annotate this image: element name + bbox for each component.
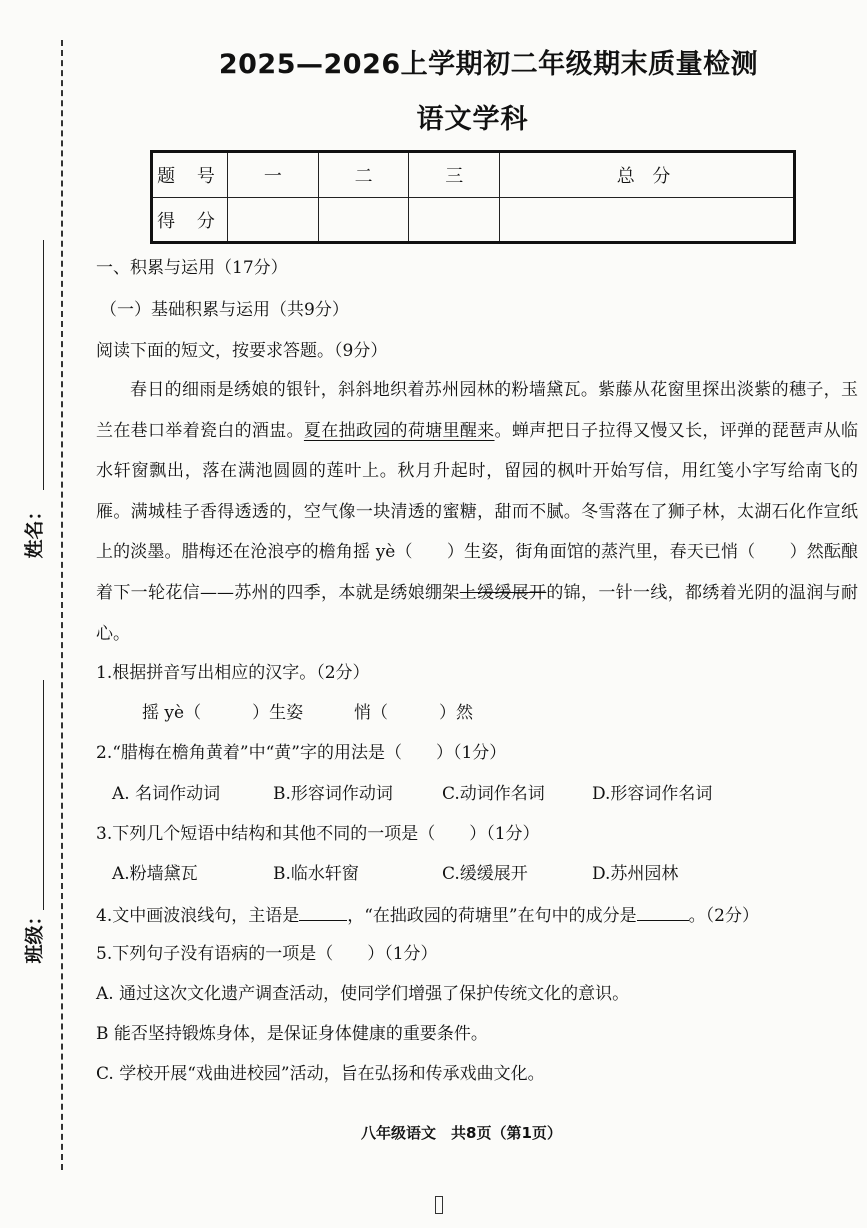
class-write-line [43, 680, 44, 910]
question-1: 1.根据拼音写出相应的汉字。（2分） [96, 663, 370, 683]
question-5: 5.下列句子没有语病的一项是（ ）（1分） [96, 944, 438, 964]
reading-instruction: 阅读下面的短文，按要求答题。（9分） [96, 341, 388, 361]
q1-item-a: 摇 yè（ ）生姿 [142, 703, 304, 723]
q3-option-a[interactable]: A.粉墙黛瓦 [112, 864, 198, 884]
q2-option-d[interactable]: D.形容词作名词 [592, 784, 713, 804]
score-cell-total[interactable] [500, 198, 795, 243]
q3-option-d[interactable]: D.苏州园林 [592, 864, 679, 884]
q5-option-b[interactable]: B 能否坚持锻炼身体，是保证身体健康的重要条件。 [96, 1024, 488, 1044]
question-2: 2.“腊梅在檐角黄着”中“黄”字的用法是（ ）（1分） [96, 743, 507, 763]
score-col-total: 总 分 [500, 152, 795, 198]
score-header-label: 题 号 [152, 152, 228, 198]
score-col-3: 三 [409, 152, 500, 198]
score-row-label: 得 分 [152, 198, 228, 243]
section-heading: 一、积累与运用（17分） [96, 258, 288, 278]
q5-option-a[interactable]: A. 通过这次文化遗产调查活动，使同学们增强了保护传统文化的意识。 [96, 984, 630, 1004]
question-3: 3.下列几个短语中结构和其他不同的一项是（ ）（1分） [96, 824, 540, 844]
q3-option-b[interactable]: B.临水轩窗 [273, 864, 359, 884]
binding-dashed-line [61, 40, 63, 1170]
q2-option-b[interactable]: B.形容词作动词 [273, 784, 393, 804]
exam-title: 2025—2026上学期初二年级期末质量检测 [218, 49, 759, 80]
reading-passage: 春日的细雨是绣娘的银针，斜斜地织着苏州园林的粉墙黛瓦。紫藤从花窗里探出淡紫的穗子，玉兰在巷口举着瓷白的酒盅。夏在拙政园的荷塘里醒来。蝉声把日子拉得又慢又长，评弹的琵琶声从临水轩窗飘出，落在满池圆圆的莲叶上。秋月升起时，留园的枫叶开始写信，用红笺小字写给南飞的雁。满城桂子香得透透的，空气像一块清透的蜜糖，甜而不腻。冬雪落在了狮子林，太湖石化作宣纸上的淡墨。腊梅还在沧浪亭的檐角摇 yè（ ）生姿，街角面馆的蒸汽里，春天已悄（ ）然酝酿着下一轮花信——苏州的四季，本就是绣娘绷架上缓缓展开的锦，一针一线，都绣着光阴的温润与耐心。 [96, 380, 859, 644]
q4-blank-component[interactable] [637, 906, 689, 921]
page-footer: 八年级语文 共8页（第1页） [361, 1124, 562, 1142]
q2-option-a[interactable]: A. 名词作动词 [112, 784, 221, 804]
q2-option-c[interactable]: C.动词作名词 [442, 784, 545, 804]
struck-text: 上缓缓展开 [459, 582, 547, 603]
part-heading: （一）基础积累与运用（共9分） [100, 300, 349, 320]
q5-option-c[interactable]: C. 学校开展“戏曲进校园”活动，旨在弘扬和传承戏曲文化。 [96, 1064, 545, 1084]
q1-item-b: 悄（ ）然 [354, 703, 473, 723]
score-cell-1[interactable] [228, 198, 319, 243]
name-write-line [43, 240, 44, 490]
class-label: 班级： [23, 906, 46, 964]
name-label: 姓名： [23, 501, 46, 559]
q4-blank-subject[interactable] [299, 906, 347, 921]
exam-subtitle: 语文学科 [416, 104, 529, 135]
score-col-1: 一 [228, 152, 319, 198]
question-4: 4.文中画波浪线句，主语是 ，“在拙政园的荷塘里”在句中的成分是 。（2分） [96, 906, 759, 926]
q3-option-c[interactable]: C.缓缓展开 [442, 864, 528, 884]
score-col-2: 二 [318, 152, 409, 198]
score-cell-2[interactable] [318, 198, 409, 243]
score-cell-3[interactable] [409, 198, 500, 243]
page-mark [435, 1196, 443, 1214]
score-table [150, 150, 796, 244]
underlined-sentence: 夏在拙政园的荷塘里醒来 [303, 420, 495, 441]
